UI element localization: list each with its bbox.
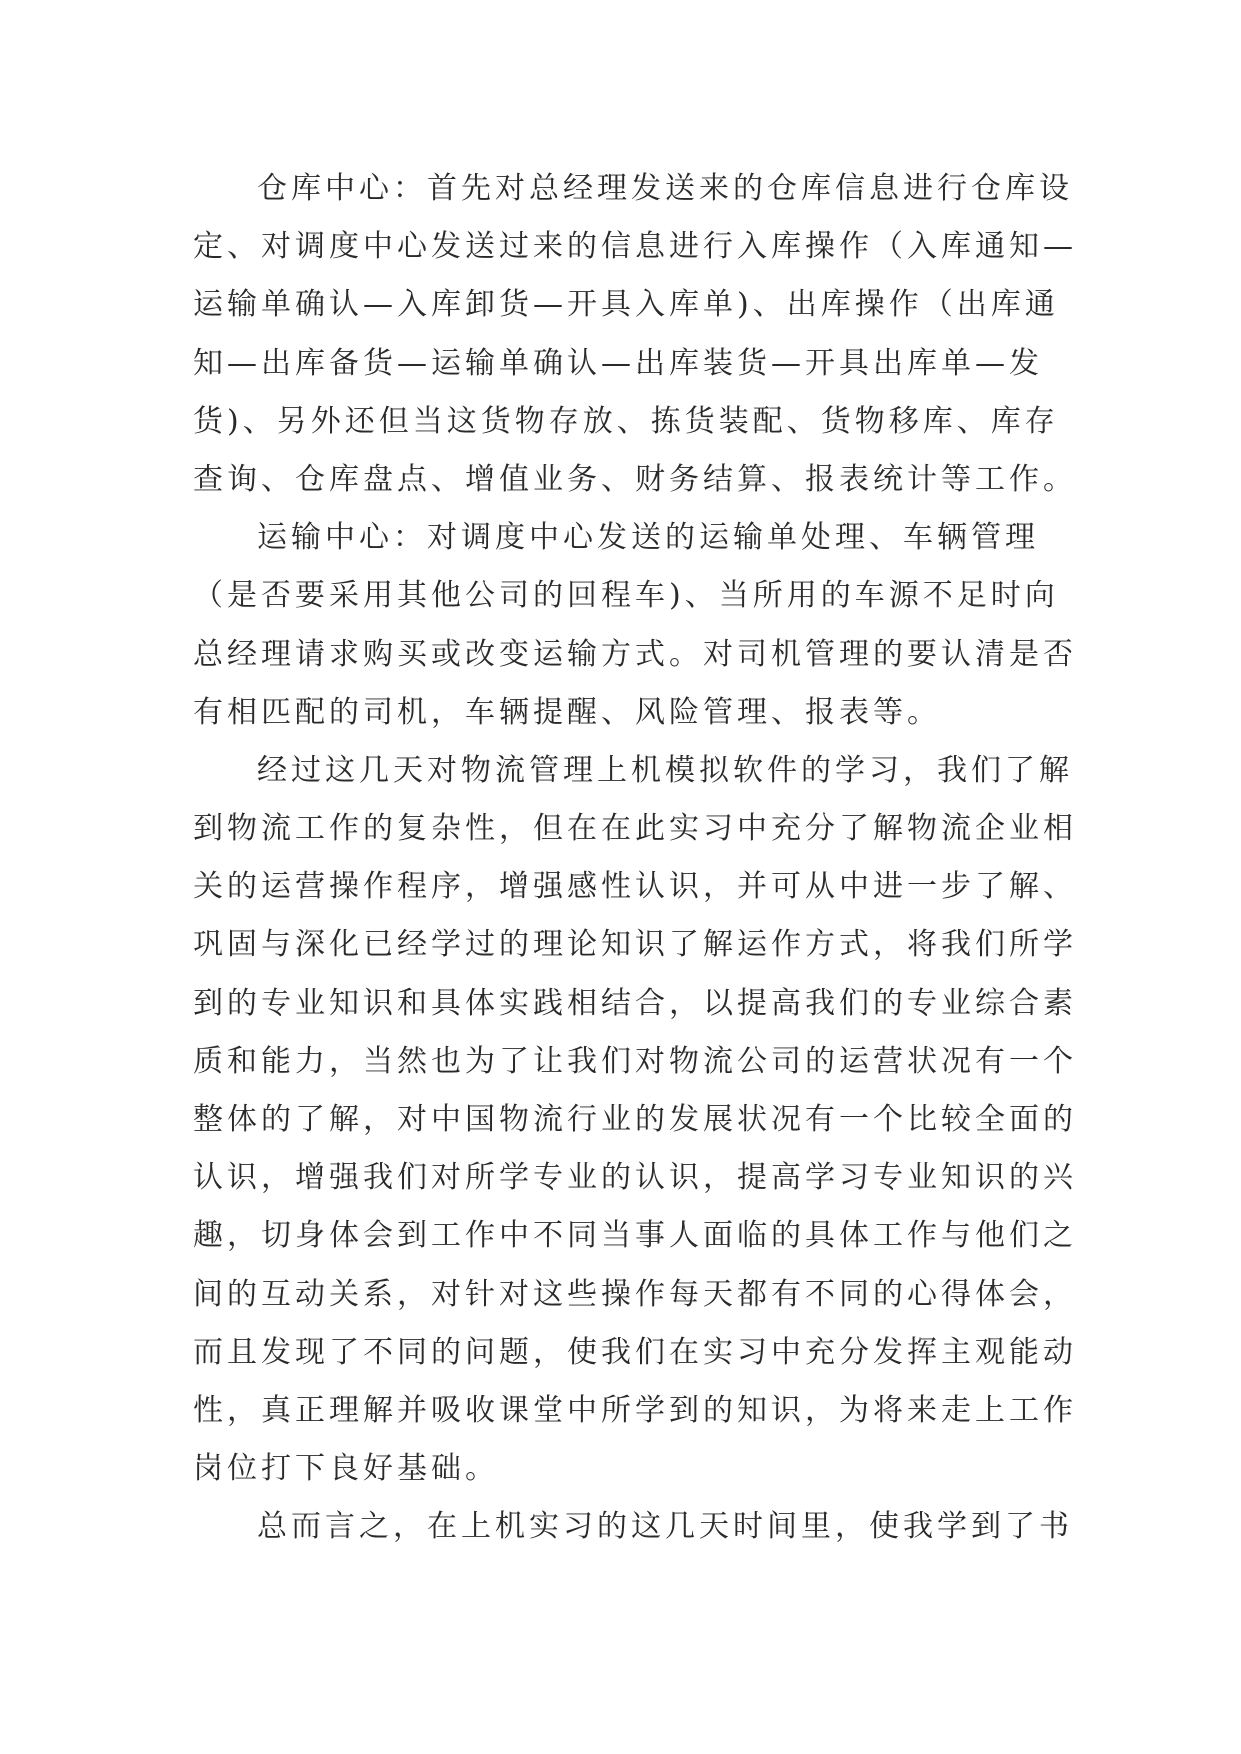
paragraph-warehouse-center	[193, 160, 1077, 509]
paragraph-line: 运输单确认—入库卸货—开具入库单)、出库操作（出库通	[193, 287, 1059, 323]
paragraph-line: 总而言之，在上机实习的这几天时间里，使我学到了书	[257, 1509, 1073, 1545]
paragraph-line: 趣，切身体会到工作中不同当事人面临的具体工作与他们之	[193, 1218, 1077, 1254]
paragraph-line: （是否要采用其他公司的回程车)、当所用的车源不足时向	[193, 578, 1059, 614]
paragraph-line: 定、对调度中心发送过来的信息进行入库操作（入库通知—	[193, 229, 1077, 265]
paragraph-line: 岗位打下良好基础。	[193, 1451, 499, 1487]
paragraph-learning-experience	[193, 742, 1077, 1498]
paragraph-line: 有相匹配的司机，车辆提醒、风险管理、报表等。	[193, 694, 941, 730]
paragraph-line: 巩固与深化已经学过的理论知识了解运作方式，将我们所学	[193, 927, 1077, 963]
paragraph-line: 而且发现了不同的问题，使我们在实习中充分发挥主观能动	[193, 1334, 1077, 1370]
paragraph-line: 性，真正理解并吸收课堂中所学到的知识，为将来走上工作	[193, 1392, 1077, 1428]
paragraph-transport-center	[193, 509, 1077, 742]
paragraph-line: 到物流工作的复杂性，但在在此实习中充分了解物流企业相	[193, 811, 1077, 847]
paragraph-line: 总经理请求购买或改变运输方式。对司机管理的要认清是否	[193, 636, 1077, 672]
paragraph-line: 认识，增强我们对所学专业的认识，提高学习专业知识的兴	[193, 1160, 1077, 1196]
paragraph-line: 查询、仓库盘点、增值业务、财务结算、报表统计等工作。	[193, 461, 1077, 497]
paragraph-line: 整体的了解，对中国物流行业的发展状况有一个比较全面的	[193, 1102, 1077, 1137]
paragraph-line: 间的互动关系，对针对这些操作每天都有不同的心得体会，	[193, 1276, 1077, 1312]
paragraph-line: 关的运营操作程序，增强感性认识，并可从中进一步了解、	[193, 869, 1077, 905]
paragraph-line: 经过这几天对物流管理上机模拟软件的学习，我们了解	[257, 752, 1073, 788]
paragraph-line: 质和能力，当然也为了让我们对物流公司的运营状况有一个	[193, 1043, 1077, 1079]
paragraph-line: 知—出库备货—运输单确认—出库装货—开具出库单—发	[193, 345, 1043, 381]
paragraph-line: 到的专业知识和具体实践相结合，以提高我们的专业综合素	[193, 985, 1077, 1021]
paragraph-line: 仓库中心：首先对总经理发送来的仓库信息进行仓库设	[257, 171, 1073, 206]
paragraph-summary	[193, 1498, 1073, 1556]
paragraph-line: 运输中心：对调度中心发送的运输单处理、车辆管理	[257, 520, 1039, 556]
document-body	[193, 160, 1077, 1557]
paragraph-line: 货)、另外还但当这货物存放、拣货装配、货物移库、库存	[193, 403, 1059, 439]
